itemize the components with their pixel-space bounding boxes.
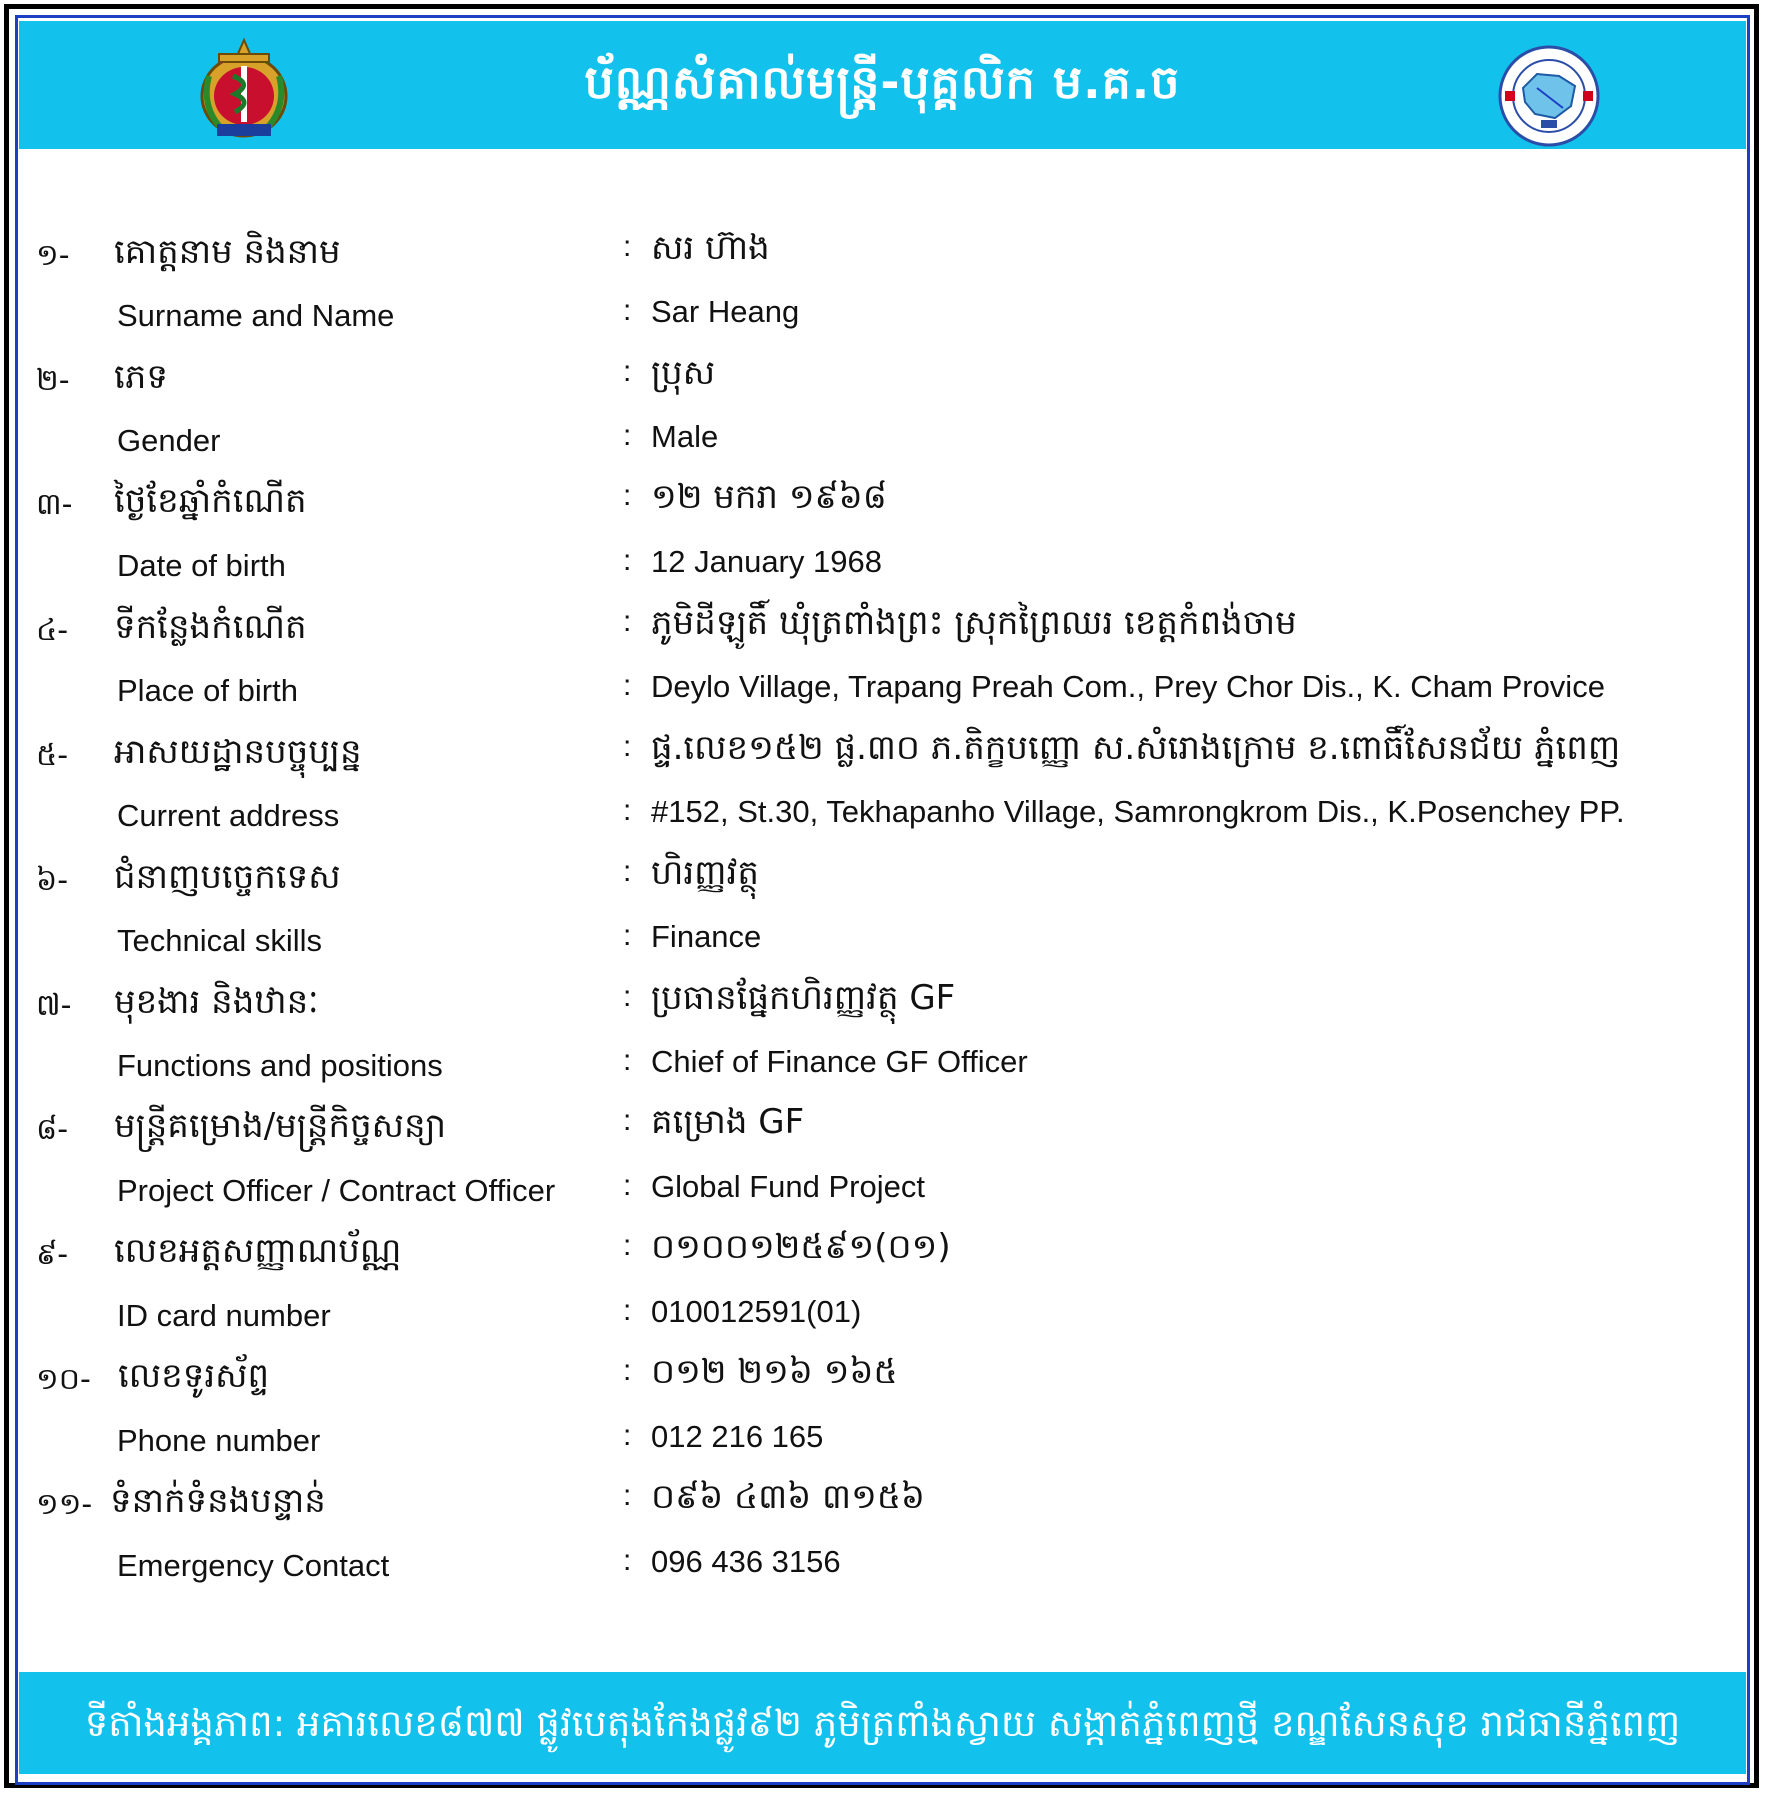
en-value: Global Fund Project [651, 1169, 925, 1204]
kh-value: ១២ មករា ១៩៦៨ [651, 477, 887, 517]
en-value: Deylo Village, Trapang Preah Com., Prey Chor Dis., K. Cham Provice [651, 669, 1605, 704]
field-number: ៦- [36, 863, 69, 898]
kh-value: សរ ហ៊ាង [651, 228, 770, 268]
separator: : [623, 730, 632, 763]
kh-value: ហិរញ្ញវត្ថុ [651, 853, 759, 893]
kh-value: ០៩៦ ៤៣៦ ៣១៥៦ [651, 1477, 925, 1517]
kh-value: ប្រុស [651, 353, 716, 393]
kh-value: ០១០០១២៥៩១(០១) [651, 1227, 951, 1267]
en-value: 010012591(01) [651, 1294, 862, 1329]
field-row-kh [0, 1221, 1771, 1283]
field-row-kh [0, 847, 1771, 909]
field-number: ៨- [36, 1112, 69, 1147]
en-value: Male [651, 419, 719, 454]
en-label: Current address [117, 798, 340, 833]
kh-label: មុខងារ និងឋានៈ [114, 982, 319, 1022]
field-number: ៣- [36, 487, 73, 522]
field-row-en [0, 909, 1771, 971]
en-label: Place of birth [117, 673, 298, 708]
en-label: Gender [117, 423, 221, 458]
kh-label: មន្ត្រីគម្រោង/មន្ត្រីកិច្ចសន្យា [114, 1106, 447, 1146]
card-title: ប័ណ្ណសំគាល់មន្ត្រី-បុគ្គលិក ម.គ.ច [584, 55, 1181, 109]
field-row-kh [0, 972, 1771, 1034]
field-row-en [0, 1534, 1771, 1596]
field-number: ១១- [36, 1487, 93, 1522]
field-row-en [0, 284, 1771, 346]
en-value: Chief of Finance GF Officer [651, 1044, 1028, 1079]
field-row-en [0, 1159, 1771, 1221]
field-number: ៩- [36, 1237, 69, 1272]
kh-label: គោត្តនាម និងនាម [114, 232, 341, 272]
en-value: Finance [651, 919, 762, 954]
en-label: Date of birth [117, 548, 286, 583]
en-value: #152, St.30, Tekhapanho Village, Samrongkrom Dis., K.Posenchey PP. [651, 794, 1625, 829]
kh-label: ភេទ [114, 357, 168, 397]
separator: : [623, 1354, 632, 1387]
en-label: Surname and Name [117, 298, 395, 333]
separator: : [623, 1169, 632, 1202]
cnm-logo-icon [1497, 44, 1601, 148]
kh-label: ទំនាក់ទំនងបន្ទាន់ [110, 1481, 326, 1521]
field-row-en [0, 784, 1771, 846]
header-banner [19, 21, 1746, 149]
field-number: ១- [36, 238, 70, 273]
separator: : [623, 1544, 632, 1577]
kh-value: ភូមិដីឡូតិ៍ ឃុំត្រពាំងព្រះ ស្រុកព្រៃឈរ ខេត្តកំពង់ចាម [651, 603, 1297, 643]
kh-label: លេខទូរស័ព្ទ [118, 1356, 270, 1396]
field-number: ៤- [36, 613, 69, 648]
en-label: Functions and positions [117, 1048, 443, 1083]
field-number: ៥- [36, 738, 69, 773]
en-value: 096 436 3156 [651, 1544, 841, 1579]
field-row-kh [0, 347, 1771, 409]
separator: : [623, 355, 632, 388]
separator: : [623, 1479, 632, 1512]
en-value: 12 January 1968 [651, 544, 882, 579]
field-number: ៧- [36, 988, 72, 1023]
footer-address: ទីតាំងអង្គភាព: អគារលេខ៨៧៧ ផ្លូវបេតុងកែងផ្លូវ៩២ ភូមិត្រពាំងស្វាយ សង្កាត់ភ្នំពេញថ្មី ខណ្ឌសែនសុខ រាជធានីភ្នំពេញ [84, 1702, 1681, 1745]
kh-value: គម្រោង GF [651, 1102, 805, 1142]
kh-label: ទីកន្លែងកំណើត [114, 607, 307, 647]
field-row-kh [0, 597, 1771, 659]
field-row-en [0, 1409, 1771, 1471]
field-number: ១០- [36, 1362, 91, 1397]
separator: : [623, 419, 632, 452]
separator: : [623, 1229, 632, 1262]
kh-label: អាសយដ្ឋានបច្ចុប្បន្ន [114, 732, 362, 772]
field-row-kh [0, 1471, 1771, 1533]
separator: : [623, 980, 632, 1013]
separator: : [623, 605, 632, 638]
en-value: Sar Heang [651, 294, 800, 329]
field-row-kh [0, 1096, 1771, 1158]
kh-value: ០១២ ២១៦ ១៦៥ [651, 1352, 898, 1392]
separator: : [623, 919, 632, 952]
field-number: ២- [36, 363, 70, 398]
separator: : [623, 1419, 632, 1452]
kh-value: ប្រធានផ្នែកហិរញ្ញវត្ថុ GF [651, 978, 956, 1018]
field-row-en [0, 659, 1771, 721]
field-row-kh [0, 222, 1771, 284]
separator: : [623, 230, 632, 263]
field-row-kh [0, 471, 1771, 533]
separator: : [623, 1294, 632, 1327]
separator: : [623, 544, 632, 577]
field-row-kh [0, 722, 1771, 784]
en-label: Emergency Contact [117, 1548, 390, 1583]
field-row-kh [0, 1346, 1771, 1408]
separator: : [623, 1104, 632, 1137]
field-row-en [0, 1284, 1771, 1346]
field-row-en [0, 534, 1771, 596]
separator: : [623, 855, 632, 888]
separator: : [623, 294, 632, 327]
field-row-en [0, 1034, 1771, 1096]
kh-label: លេខអត្តសញ្ញាណប័ណ្ណ [114, 1231, 402, 1271]
footer-banner [19, 1672, 1746, 1774]
field-row-en [0, 409, 1771, 471]
en-label: ID card number [117, 1298, 331, 1333]
en-label: Technical skills [117, 923, 323, 958]
separator: : [623, 479, 632, 512]
kh-value: ផ្ទ.លេខ១៥២ ផ្ល.៣០ ភ.តិក្ខបញ្ញោ ស.សំរោងក្រោម ខ.ពោធិ៍សែនជ័យ ភ្នំពេញ [651, 728, 1621, 768]
kh-label: ជំនាញបច្ចេកទេស [114, 857, 341, 897]
separator: : [623, 794, 632, 827]
en-label: Phone number [117, 1423, 321, 1458]
en-label: Project Officer / Contract Officer [117, 1173, 556, 1208]
en-value: 012 216 165 [651, 1419, 824, 1454]
separator: : [623, 669, 632, 702]
kh-label: ថ្ងៃខែឆ្នាំកំណើត [114, 481, 307, 521]
separator: : [623, 1044, 632, 1077]
